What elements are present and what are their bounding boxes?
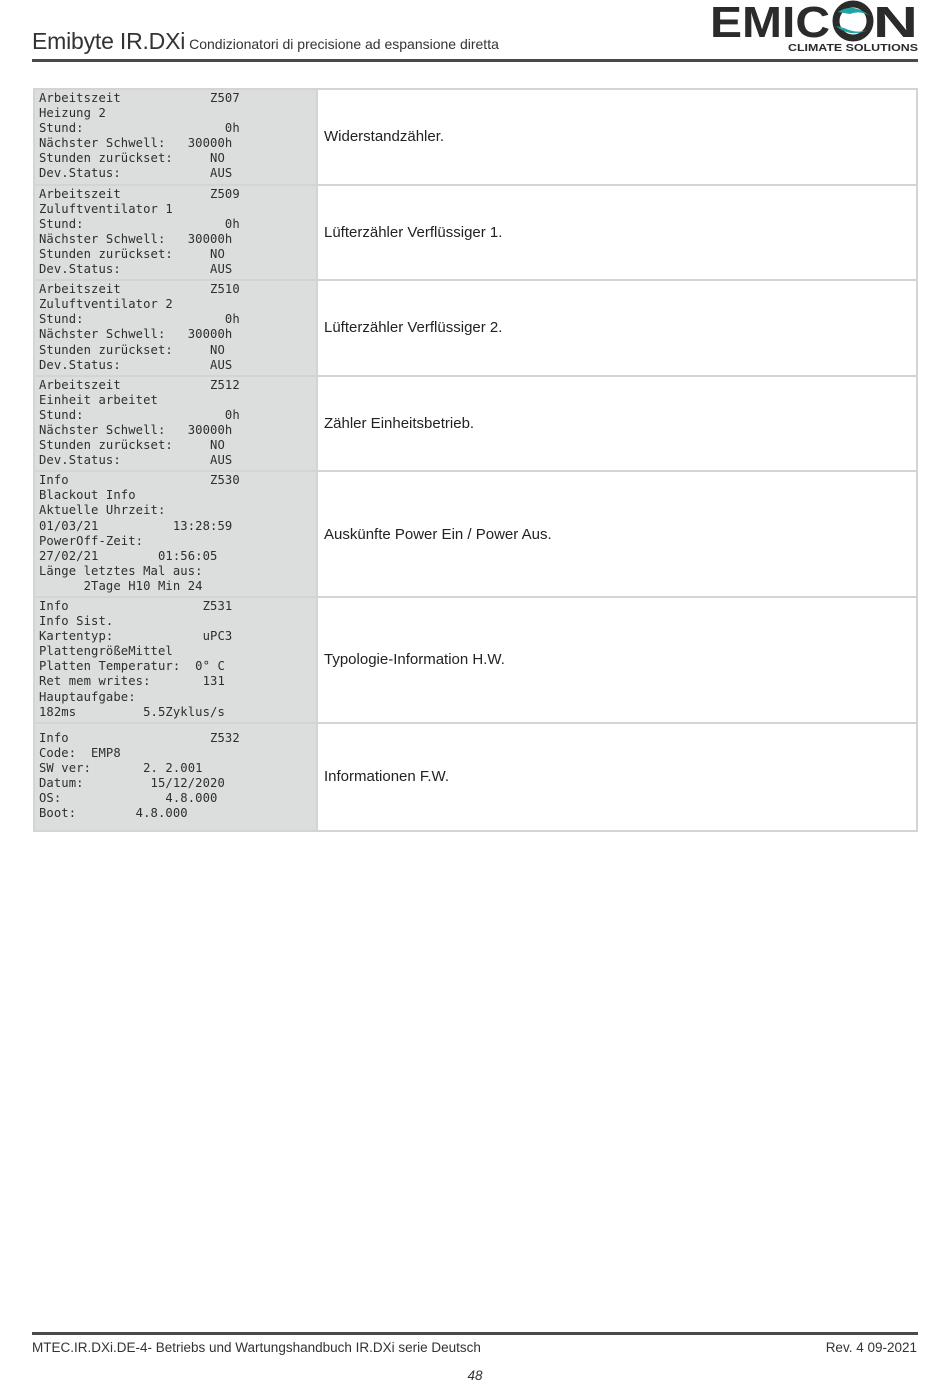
parameter-table (33, 88, 918, 832)
description-cell (317, 471, 917, 597)
lcd-line: Nächster Schwell: 30000h (39, 136, 233, 151)
lcd-line: Dev.Status: AUS (39, 357, 233, 372)
header-rule (32, 59, 918, 62)
lcd-line: 01/03/21 13:28:59 (39, 518, 233, 533)
description-text: Zähler Einheitsbetrieb. (324, 414, 475, 432)
table-row (34, 280, 917, 376)
table-row (34, 89, 917, 185)
lcd-line: Stund: 0h (39, 407, 240, 422)
lcd-line: Arbeitszeit Z510 (39, 282, 240, 297)
lcd-line: SW ver: 2. 2.001 (39, 761, 203, 776)
lcd-line: Nächster Schwell: 30000h (39, 231, 233, 246)
lcd-line: Einheit arbeitet (39, 392, 158, 407)
lcd-line: Info Z531 (39, 599, 233, 613)
lcd-line: Nächster Schwell: 30000h (39, 422, 233, 437)
lcd-line: Arbeitszeit Z507 (39, 91, 240, 105)
description-cell (317, 185, 917, 281)
lcd-line: 2Tage H10 Min 24 (39, 578, 203, 593)
document-title (32, 28, 499, 55)
lcd-display-cell (34, 597, 317, 723)
lcd-line: Nächster Schwell: 30000h (39, 327, 233, 342)
description-text: Typologie-Information H.W. (324, 651, 505, 669)
lcd-line: Länge letztes Mal aus: (39, 563, 203, 578)
lcd-line: Blackout Info (39, 488, 136, 503)
page-number: 48 (467, 1368, 483, 1383)
description-cell (317, 376, 917, 472)
footer-revision: Rev. 4 09-2021 (825, 1340, 917, 1355)
lcd-display-cell (34, 280, 317, 376)
product-title: Emibyte IR.DXi (32, 28, 186, 54)
lcd-display-cell (34, 471, 317, 597)
table-row (34, 185, 917, 281)
svg-text:N: N (873, 0, 918, 47)
lcd-line: Zuluftventilator 1 (39, 201, 173, 216)
footer-document-id: MTEC.IR.DXi.DE-4- Betriebs und Wartungshandbuch IR.DXi serie Deutsch (32, 1340, 481, 1355)
lcd-line: Arbeitszeit Z512 (39, 377, 240, 392)
lcd-line: Kartentyp: uPC3 (39, 629, 233, 644)
table-row (34, 723, 917, 831)
lcd-line: Heizung 2 (39, 106, 106, 121)
table-row (34, 376, 917, 472)
lcd-line: Aktuelle Uhrzeit: (39, 503, 166, 518)
emicon-logo (710, 0, 918, 55)
table-row (34, 597, 917, 723)
lcd-display-cell (34, 185, 317, 281)
lcd-line: Dev.Status: AUS (39, 453, 233, 468)
lcd-line: Stunden zurückset: NO (39, 246, 225, 261)
description-text: Lüfterzähler Verflüssiger 1. (324, 223, 503, 241)
lcd-display-cell (34, 723, 317, 831)
lcd-line: PowerOff-Zeit: (39, 533, 144, 548)
lcd-line: Dev.Status: AUS (39, 262, 233, 277)
lcd-line: Stund: 0h (39, 216, 240, 231)
svg-text:EMIC: EMIC (710, 0, 830, 47)
description-cell (317, 89, 917, 185)
description-cell (317, 723, 917, 831)
lcd-line: Stund: 0h (39, 312, 240, 327)
lcd-line: 182ms 5.5Zyklus/s (39, 704, 225, 719)
product-subtitle: Condizionatori di precisione ad espansione diretta (189, 36, 499, 52)
lcd-line: Arbeitszeit Z509 (39, 186, 240, 201)
lcd-line: Zuluftventilator 2 (39, 297, 173, 312)
lcd-line: Hauptaufgabe: (39, 689, 136, 704)
lcd-display-cell (34, 376, 317, 472)
description-text: Widerstandzähler. (324, 128, 445, 146)
lcd-line: Stunden zurückset: NO (39, 151, 225, 166)
page-header (32, 0, 918, 64)
lcd-line: Stund: 0h (39, 121, 240, 136)
footer-rule (32, 1332, 918, 1335)
logo-tagline: CLIMATE SOLUTIONS (788, 42, 918, 54)
lcd-line: OS: 4.8.000 (39, 791, 218, 806)
lcd-line: Stunden zurückset: NO (39, 438, 225, 453)
description-text: Informationen F.W. (324, 768, 450, 786)
lcd-line: 27/02/21 01:56:05 (39, 548, 218, 563)
description-cell (317, 280, 917, 376)
description-text: Lüfterzähler Verflüssiger 2. (324, 319, 503, 337)
lcd-line: Datum: 15/12/2020 (39, 776, 225, 791)
lcd-line: Info Z530 (39, 473, 240, 488)
lcd-display-cell (34, 89, 317, 185)
description-cell (317, 597, 917, 723)
lcd-line: Code: EMP8 (39, 746, 121, 761)
lcd-line: PlattengrößeMittel (39, 644, 173, 659)
lcd-line: Ret mem writes: 131 (39, 674, 225, 689)
lcd-line: Platten Temperatur: 0° C (39, 659, 225, 674)
lcd-line: Dev.Status: AUS (39, 166, 233, 181)
lcd-line: Info Sist. (39, 614, 114, 629)
lcd-line: Info Z532 (39, 730, 240, 745)
lcd-line: Boot: 4.8.000 (39, 806, 188, 821)
table-row (34, 471, 917, 597)
description-text: Auskünfte Power Ein / Power Aus. (324, 525, 552, 543)
lcd-line: Stunden zurückset: NO (39, 342, 225, 357)
